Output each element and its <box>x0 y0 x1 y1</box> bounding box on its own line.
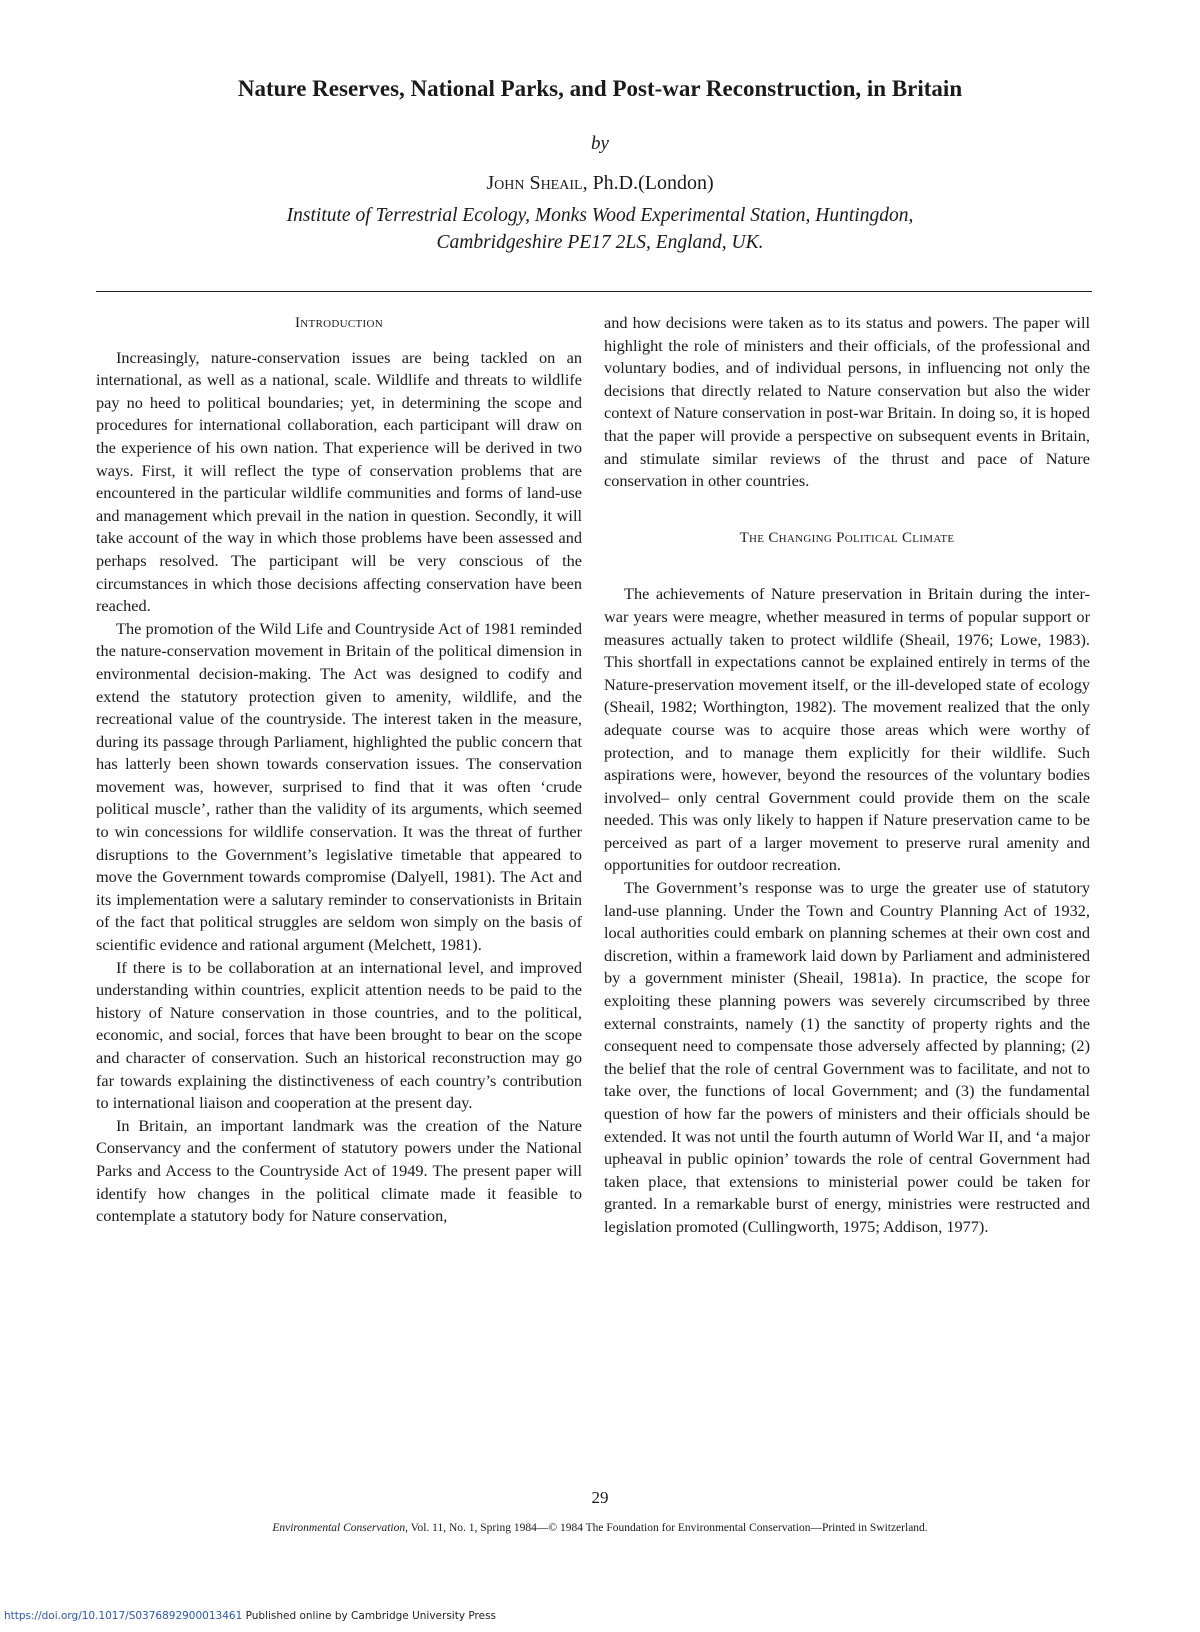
section-heading-political-climate: The Changing Political Climate <box>739 529 955 546</box>
doi-link[interactable]: https://doi.org/10.1017/S0376892900013461 <box>4 1610 243 1622</box>
author-name: John Sheail <box>486 172 583 194</box>
paragraph: If there is to be collaboration at an international level, and improved understanding within countries, explicit attention needs to be paid to the history of Nature conservation in those countries, and to the political, economic, and social, forces that have been brought to bear on the scope and character of conservation. Such an historical reconstruction may go far towards explaining the distinctiveness of each country’s contribution to international liaison and cooperation at the present day. <box>96 957 582 1113</box>
paragraph: The achievements of Nature preservation in Britain during the inter-war years were meagre, whether measured in terms of popular support or measures actually taken to protect wildlife (Sheail, 1976; Lowe, 1983). This shortfall in expectations cannot be explained entirely in terms of the Nature-preservation movement itself, or the ill-developed state of ecology (Sheail, 1982; Worthington, 1982). The movement realized that the only adequate course was to acquire those areas which were worthy of protection, and to manage them explicitly for their wildlife. Such aspirations were, however, beyond the resources of the voluntary bodies involved– only central Government could provide them on the scale needed. This was only likely to happen if Nature preservation came to be perceived as part of a larger movement to preserve rural amenity and opportunities for outdoor recreation. <box>604 584 1090 875</box>
header-rule <box>96 291 1092 292</box>
paper-title: Nature Reserves, National Parks, and Post-war Reconstruction, in Britain <box>237 76 963 101</box>
paragraph: Increasingly, nature-conservation issues are being tackled on an international, as well as a national, scale. Wildlife and threats to wildlife pay no heed to political boundaries; yet, in determining the scope and procedures for international collaboration, each participant will draw on the experience of his own nation. That experience will be derived in two ways. First, it will reflect the type of conservation problems that are encountered in the particular wildlife communities and forms of land-use and management which prevail in the nation in question. Secondly, it will take account of the way in which those problems have been assessed and perhaps resolved. The participant will be very conscious of the circumstances in which those decisions affecting conservation have been reached. <box>96 347 582 616</box>
page-number: 29 <box>591 1488 609 1507</box>
author-line <box>0 172 1200 195</box>
section-heading-introduction: Introduction <box>294 315 384 331</box>
paragraph: The promotion of the Wild Life and Countryside Act of 1981 reminded the nature-conservation movement in Britain of the political dimension in environmental decision-making. The Act was designed to codify and extend the statutory protection given to amenity, wildlife, and the recreational value of the countryside. The interest taken in the measure, during its passage through Parliament, highlighted the public concern that has latterly been shown towards conservation issues. The conservation movement was, however, surprised to find that it was often ‘crude political muscle’, rather than the validity of its arguments, which seemed to win concessions for wildlife conservation. It was the threat of further disruptions to the Government’s legislative timetable that appeared to move the Government towards compromise (Dalyell, 1981). The Act and its implementation were a salutary reminder to conservationists in Britain of the fact that political struggles are seldom won simply on the basis of scientific evidence and rational argument (Melchett, 1981). <box>96 618 582 955</box>
left-column <box>96 312 582 1228</box>
paragraph: In Britain, an important landmark was the creation of the Nature Conservancy and the conferment of statutory powers under the National Parks and Access to the Countryside Act of 1949. The present paper will identify how changes in the political climate made it feasible to contemplate a statutory body for Nature conservation, <box>96 1115 582 1226</box>
right-column <box>604 312 1090 1239</box>
paragraph-continuation: and how decisions were taken as to its status and powers. The paper will highlight the role of ministers and their officials, of the professional and voluntary bodies, and of individual persons, in influencing not only the decisions that directly related to Nature conservation but also the wider context of Nature conservation in post-war Britain. In doing so, it is hoped that the paper will provide a perspective on subsequent events in Britain, and stimulate similar reviews of the thrust and pace of Nature conservation in other countries. <box>604 313 1090 491</box>
published-online-text: Published online by Cambridge University Press <box>242 1610 497 1622</box>
byline: by <box>591 133 609 154</box>
doi-line <box>4 1610 496 1622</box>
journal-footer <box>0 1522 1200 1534</box>
journal-details: , Vol. 11, No. 1, Spring 1984—© 1984 The Foundation for Environmental Conservation—Printed in Switzerland. <box>405 1522 928 1534</box>
author-degree: , Ph.D.(London) <box>582 172 714 194</box>
affiliation-line-1: Institute of Terrestrial Ecology, Monks Wood Experimental Station, Huntingdon, <box>286 205 914 226</box>
affiliation <box>0 202 1200 256</box>
affiliation-line-2: Cambridgeshire PE17 2LS, England, UK. <box>436 232 764 253</box>
journal-name: Environmental Conservation <box>272 1522 406 1534</box>
paragraph: The Government’s response was to urge the greater use of statutory land-use planning. Under the Town and Country Planning Act of 1932, local authorities could embark on planning schemes at their own cost and discretion, within a framework laid down by Parliament and administered by a government minister (Sheail, 1981a). In practice, the scope for exploiting these planning powers was severely circumscribed by three external constraints, namely (1) the sanctity of property rights and the consequent need to compensate those adversely affected by planning; (2) the belief that the role of central Government was to facilitate, and not to take over, the functions of local Government; and (3) the fundamental question of how far the powers of ministers and their officials should be extended. It was not until the fourth autumn of World War II, and ‘a major upheaval in public opinion’ towards the role of central Government had taken place, that extensions to ministerial power could be taken for granted. In a remarkable burst of energy, ministries were restructed and legislation promoted (Cullingworth, 1975; Addison, 1977). <box>604 878 1090 1236</box>
